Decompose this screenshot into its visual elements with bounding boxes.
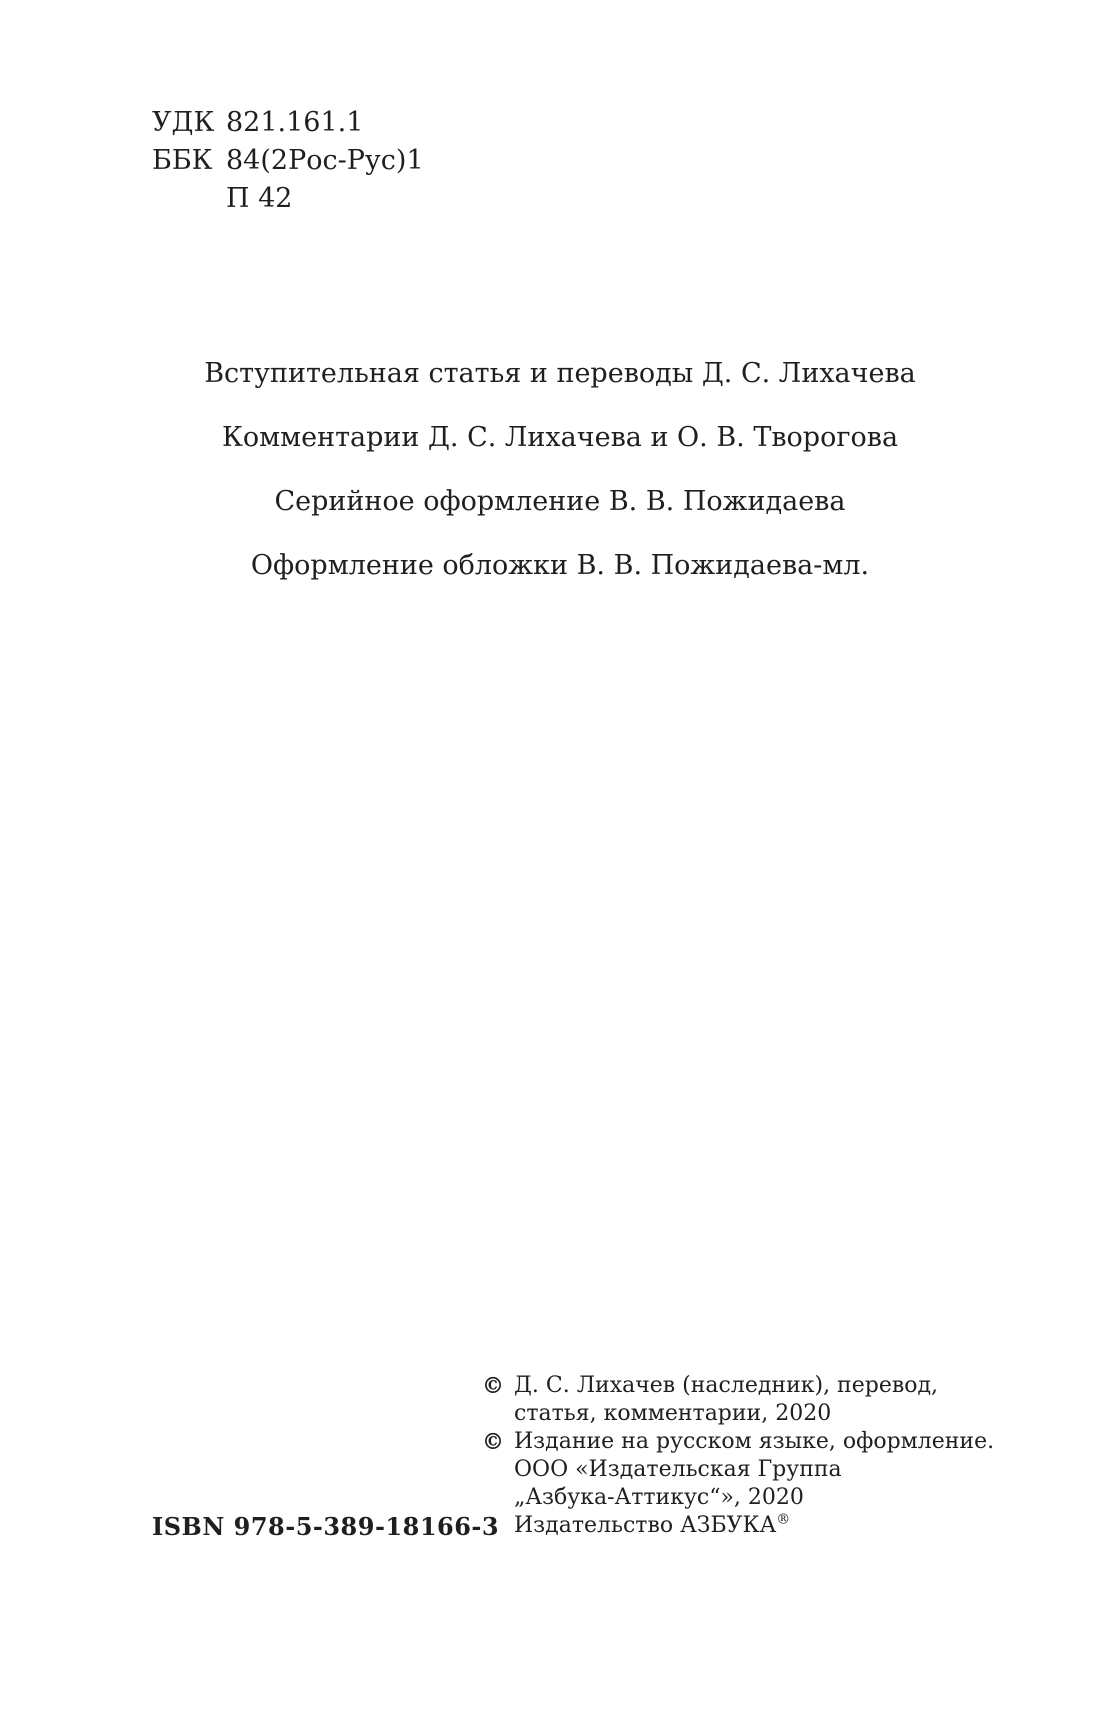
copyright-line: ООО «Издательская Группа: [514, 1457, 842, 1482]
publisher-name: Издательство АЗБУКА: [514, 1513, 777, 1538]
author-mark-row: [152, 180, 424, 218]
author-mark: П 42: [226, 183, 293, 214]
credit-series-design: Серийное оформление В. В. Пожидаева: [274, 486, 846, 517]
copyright-entry: [482, 1372, 994, 1428]
bbk-value: 84(2Рос-Рус)1: [226, 145, 424, 176]
credit-cover-design: Оформление обложки В. В. Пожидаева-мл.: [250, 550, 870, 581]
udk-row: [152, 104, 424, 142]
bbk-label: ББК: [152, 145, 213, 176]
copyright-entry: [482, 1428, 994, 1540]
publisher-line: [514, 1512, 994, 1540]
registered-mark: ®: [776, 1511, 791, 1528]
copyright-symbol: ©: [482, 1429, 504, 1455]
copyright-block: [482, 1372, 994, 1540]
copyright-line: Д. С. Лихачев (наследник), перевод,: [514, 1373, 939, 1398]
credits-block: [0, 355, 1100, 611]
copyright-symbol: ©: [482, 1373, 504, 1399]
credit-commentary: Комментарии Д. С. Лихачева и О. В. Творогова: [221, 422, 899, 453]
credit-intro-translation: Вступительная статья и переводы Д. С. Лихачева: [204, 358, 916, 389]
copyright-line: Издание на русском языке, оформление.: [514, 1429, 995, 1454]
isbn: ISBN 978-5-389-18166-3: [152, 1512, 500, 1541]
udk-value: 821.161.1: [226, 107, 364, 138]
classification-block: [152, 104, 424, 218]
bbk-row: [152, 142, 424, 180]
udk-label: УДК: [152, 107, 215, 138]
copyright-line: статья, комментарии, 2020: [514, 1401, 832, 1426]
copyright-line: „Азбука-Аттикус“», 2020: [514, 1485, 804, 1510]
